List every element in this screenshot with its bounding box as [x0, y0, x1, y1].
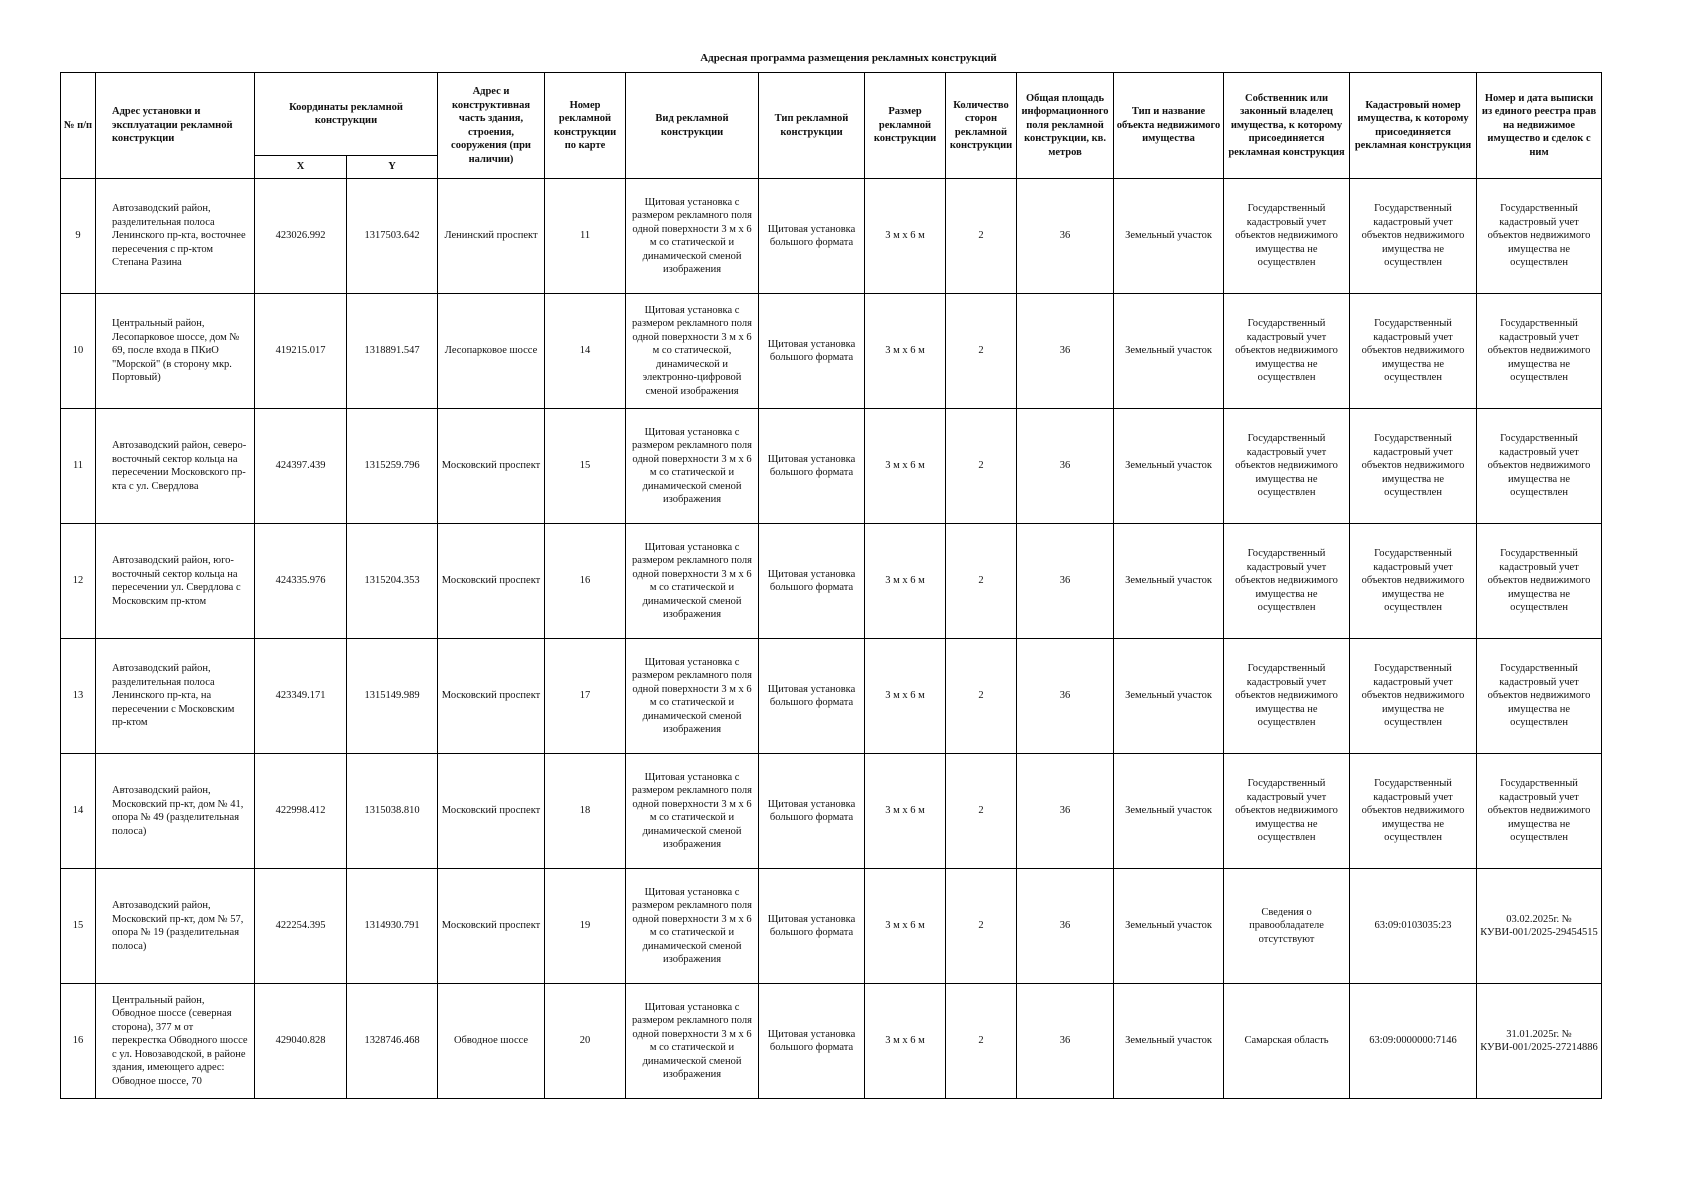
cell-x: 423349.171 [255, 639, 347, 754]
cell-area: 36 [1017, 524, 1114, 639]
cell-building: Московский проспект [438, 524, 545, 639]
header-cadastral: Кадастровый номер имущества, к которому присоединяется рекламная конструкция [1350, 73, 1477, 179]
cell-registry: 31.01.2025г. № КУВИ-001/2025-27214886 [1477, 984, 1602, 1099]
cell-property: Земельный участок [1114, 984, 1224, 1099]
table-row [61, 409, 1602, 524]
cell-building: Московский проспект [438, 639, 545, 754]
cell-kind: Щитовая установка с размером рекламного поля одной поверхности 3 м х 6 м со статической и динамической сменой изображения [626, 409, 759, 524]
header-area: Общая площадь информационного поля рекламной конструкции, кв. метров [1017, 73, 1114, 179]
cell-registry: Государственный кадастровый учет объектов недвижимого имущества не осуществлен [1477, 524, 1602, 639]
cell-map-num: 17 [545, 639, 626, 754]
header-building: Адрес и конструктивная часть здания, строения, сооружения (при наличии) [438, 73, 545, 179]
table-row [61, 869, 1602, 984]
cell-owner: Государственный кадастровый учет объектов недвижимого имущества не осуществлен [1224, 639, 1350, 754]
cell-x: 422998.412 [255, 754, 347, 869]
cell-type: Щитовая установка большого формата [759, 524, 865, 639]
cell-building: Обводное шоссе [438, 984, 545, 1099]
cell-kind: Щитовая установка с размером рекламного поля одной поверхности 3 м х 6 м со статической, динамической и электронно-цифровой сменой изображения [626, 294, 759, 409]
cell-kind: Щитовая установка с размером рекламного поля одной поверхности 3 м х 6 м со статической и динамической сменой изображения [626, 984, 759, 1099]
cell-registry: Государственный кадастровый учет объектов недвижимого имущества не осуществлен [1477, 294, 1602, 409]
cell-num: 9 [61, 179, 96, 294]
cell-sides: 2 [946, 179, 1017, 294]
cell-property: Земельный участок [1114, 754, 1224, 869]
cell-address: Автозаводский район, Московский пр-кт, дом № 57, опора № 19 (разделительная полоса) [96, 869, 255, 984]
cell-size: 3 м х 6 м [865, 754, 946, 869]
cell-address: Автозаводский район, северо-восточный сектор кольца на пересечении Московского пр-кта с ул. Свердлова [96, 409, 255, 524]
cell-registry: 03.02.2025г. № КУВИ-001/2025-29454515 [1477, 869, 1602, 984]
cell-num: 12 [61, 524, 96, 639]
cell-type: Щитовая установка большого формата [759, 294, 865, 409]
cell-y: 1315149.989 [347, 639, 438, 754]
cell-area: 36 [1017, 294, 1114, 409]
cell-map-num: 16 [545, 524, 626, 639]
cell-property: Земельный участок [1114, 524, 1224, 639]
table-body [61, 179, 1602, 1099]
cell-x: 429040.828 [255, 984, 347, 1099]
header-map-num: Номер рекламной конструкции по карте [545, 73, 626, 179]
cell-cadastral: Государственный кадастровый учет объектов недвижимого имущества не осуществлен [1350, 294, 1477, 409]
advertising-program-table [60, 72, 1602, 1099]
cell-sides: 2 [946, 984, 1017, 1099]
cell-building: Лесопарковое шоссе [438, 294, 545, 409]
header-address: Адрес установки и эксплуатации рекламной конструкции [96, 73, 255, 179]
cell-registry: Государственный кадастровый учет объектов недвижимого имущества не осуществлен [1477, 409, 1602, 524]
cell-kind: Щитовая установка с размером рекламного поля одной поверхности 3 м х 6 м со статической и динамической сменой изображения [626, 524, 759, 639]
cell-y: 1318891.547 [347, 294, 438, 409]
cell-kind: Щитовая установка с размером рекламного поля одной поверхности 3 м х 6 м со статической и динамической сменой изображения [626, 754, 759, 869]
cell-kind: Щитовая установка с размером рекламного поля одной поверхности 3 м х 6 м со статической и динамической сменой изображения [626, 639, 759, 754]
header-owner: Собственник или законный владелец имущества, к которому присоединяется рекламная конструкция [1224, 73, 1350, 179]
cell-sides: 2 [946, 524, 1017, 639]
cell-property: Земельный участок [1114, 179, 1224, 294]
cell-y: 1315038.810 [347, 754, 438, 869]
cell-area: 36 [1017, 409, 1114, 524]
cell-num: 16 [61, 984, 96, 1099]
cell-size: 3 м х 6 м [865, 984, 946, 1099]
cell-size: 3 м х 6 м [865, 524, 946, 639]
cell-y: 1315204.353 [347, 524, 438, 639]
cell-size: 3 м х 6 м [865, 294, 946, 409]
cell-owner: Государственный кадастровый учет объектов недвижимого имущества не осуществлен [1224, 179, 1350, 294]
header-num: № п/п [61, 73, 96, 179]
cell-kind: Щитовая установка с размером рекламного поля одной поверхности 3 м х 6 м со статической и динамической сменой изображения [626, 869, 759, 984]
cell-kind: Щитовая установка с размером рекламного поля одной поверхности 3 м х 6 м со статической и динамической сменой изображения [626, 179, 759, 294]
cell-address: Центральный район, Лесопарковое шоссе, дом № 69, после входа в ПКиО "Морской" (в сторону мкр. Портовый) [96, 294, 255, 409]
cell-x: 424397.439 [255, 409, 347, 524]
cell-owner: Сведения о правообладателе отсутствуют [1224, 869, 1350, 984]
cell-owner: Государственный кадастровый учет объектов недвижимого имущества не осуществлен [1224, 754, 1350, 869]
cell-size: 3 м х 6 м [865, 639, 946, 754]
cell-property: Земельный участок [1114, 639, 1224, 754]
cell-cadastral: 63:09:0000000:7146 [1350, 984, 1477, 1099]
cell-cadastral: Государственный кадастровый учет объектов недвижимого имущества не осуществлен [1350, 754, 1477, 869]
cell-cadastral: Государственный кадастровый учет объектов недвижимого имущества не осуществлен [1350, 639, 1477, 754]
cell-num: 10 [61, 294, 96, 409]
cell-area: 36 [1017, 179, 1114, 294]
header-kind: Вид рекламной конструкции [626, 73, 759, 179]
cell-address: Автозаводский район, Московский пр-кт, дом № 41, опора № 49 (разделительная полоса) [96, 754, 255, 869]
cell-map-num: 20 [545, 984, 626, 1099]
header-type: Тип рекламной конструкции [759, 73, 865, 179]
cell-area: 36 [1017, 984, 1114, 1099]
cell-x: 422254.395 [255, 869, 347, 984]
cell-area: 36 [1017, 869, 1114, 984]
cell-num: 11 [61, 409, 96, 524]
cell-size: 3 м х 6 м [865, 179, 946, 294]
cell-type: Щитовая установка большого формата [759, 754, 865, 869]
cell-map-num: 19 [545, 869, 626, 984]
cell-owner: Самарская область [1224, 984, 1350, 1099]
cell-type: Щитовая установка большого формата [759, 869, 865, 984]
cell-address: Автозаводский район, юго-восточный сектор кольца на пересечении ул. Свердлова с Московским пр-ктом [96, 524, 255, 639]
cell-type: Щитовая установка большого формата [759, 179, 865, 294]
cell-y: 1317503.642 [347, 179, 438, 294]
header-property: Тип и название объекта недвижимого имущества [1114, 73, 1224, 179]
cell-address: Центральный район, Обводное шоссе (северная сторона), 377 м от перекрестка Обводного шоссе с ул. Новозаводской, в районе здания, имеющего адрес: Обводное шоссе, 70 [96, 984, 255, 1099]
cell-owner: Государственный кадастровый учет объектов недвижимого имущества не осуществлен [1224, 294, 1350, 409]
cell-registry: Государственный кадастровый учет объектов недвижимого имущества не осуществлен [1477, 179, 1602, 294]
cell-sides: 2 [946, 869, 1017, 984]
cell-map-num: 11 [545, 179, 626, 294]
cell-x: 424335.976 [255, 524, 347, 639]
table-row [61, 639, 1602, 754]
cell-y: 1328746.468 [347, 984, 438, 1099]
header-coords: Координаты рекламной конструкции [255, 73, 438, 156]
cell-y: 1314930.791 [347, 869, 438, 984]
header-y: Y [347, 156, 438, 179]
cell-property: Земельный участок [1114, 294, 1224, 409]
cell-num: 15 [61, 869, 96, 984]
page-title: Адресная программа размещения рекламных конструкций [700, 52, 997, 64]
header-size: Размер рекламной конструкции [865, 73, 946, 179]
cell-sides: 2 [946, 409, 1017, 524]
cell-registry: Государственный кадастровый учет объектов недвижимого имущества не осуществлен [1477, 639, 1602, 754]
cell-area: 36 [1017, 639, 1114, 754]
cell-size: 3 м х 6 м [865, 409, 946, 524]
table-row [61, 524, 1602, 639]
cell-type: Щитовая установка большого формата [759, 639, 865, 754]
cell-cadastral: 63:09:0103035:23 [1350, 869, 1477, 984]
table-row [61, 294, 1602, 409]
cell-cadastral: Государственный кадастровый учет объектов недвижимого имущества не осуществлен [1350, 409, 1477, 524]
table-header [61, 73, 1602, 179]
header-sides: Количество сторон рекламной конструкции [946, 73, 1017, 179]
table-row [61, 754, 1602, 869]
cell-building: Московский проспект [438, 869, 545, 984]
cell-num: 13 [61, 639, 96, 754]
cell-cadastral: Государственный кадастровый учет объектов недвижимого имущества не осуществлен [1350, 179, 1477, 294]
cell-area: 36 [1017, 754, 1114, 869]
cell-owner: Государственный кадастровый учет объектов недвижимого имущества не осуществлен [1224, 524, 1350, 639]
cell-property: Земельный участок [1114, 869, 1224, 984]
table-row [61, 984, 1602, 1099]
cell-building: Ленинский проспект [438, 179, 545, 294]
cell-size: 3 м х 6 м [865, 869, 946, 984]
cell-address: Автозаводский район, разделительная полоса Ленинского пр-кта, восточнее пересечения с пр-ктом Степана Разина [96, 179, 255, 294]
cell-map-num: 15 [545, 409, 626, 524]
cell-map-num: 14 [545, 294, 626, 409]
cell-building: Московский проспект [438, 409, 545, 524]
cell-building: Московский проспект [438, 754, 545, 869]
cell-cadastral: Государственный кадастровый учет объектов недвижимого имущества не осуществлен [1350, 524, 1477, 639]
cell-map-num: 18 [545, 754, 626, 869]
cell-type: Щитовая установка большого формата [759, 984, 865, 1099]
cell-sides: 2 [946, 294, 1017, 409]
cell-owner: Государственный кадастровый учет объектов недвижимого имущества не осуществлен [1224, 409, 1350, 524]
cell-x: 419215.017 [255, 294, 347, 409]
cell-y: 1315259.796 [347, 409, 438, 524]
cell-x: 423026.992 [255, 179, 347, 294]
cell-registry: Государственный кадастровый учет объектов недвижимого имущества не осуществлен [1477, 754, 1602, 869]
header-x: X [255, 156, 347, 179]
cell-address: Автозаводский район, разделительная полоса Ленинского пр-кта, на пересечении с Московским пр-ктом [96, 639, 255, 754]
cell-sides: 2 [946, 639, 1017, 754]
table-row [61, 179, 1602, 294]
cell-sides: 2 [946, 754, 1017, 869]
cell-property: Земельный участок [1114, 409, 1224, 524]
header-registry: Номер и дата выписки из единого реестра прав на недвижимое имущество и сделок с ним [1477, 73, 1602, 179]
cell-type: Щитовая установка большого формата [759, 409, 865, 524]
cell-num: 14 [61, 754, 96, 869]
